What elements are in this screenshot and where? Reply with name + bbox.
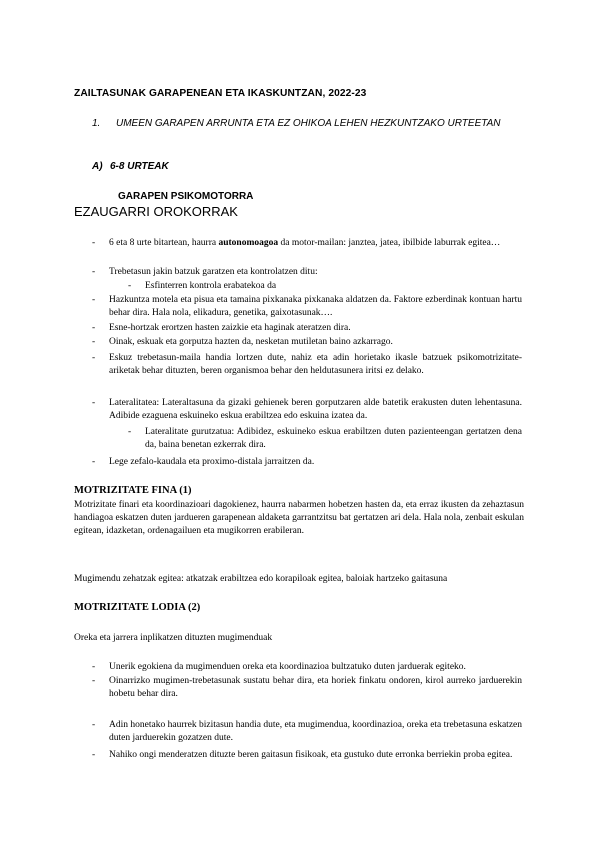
motrizitate-fina-paragraph: Motrizitate finari eta koordinazioari dagokienez, haurra nabarmen hobetzen hasten da, eta erraz ikusten da zehaztasun handiagoa eskatzen duten jardueren garapenean aldaketa garrantzitsu bat gertatzen ari dela. Hala nola, zenbait eskulan egitean, idazketan, ordenagailuen eta mugikorren erabileran. [74, 500, 524, 536]
section-1-text: UMEEN GARAPEN ARRUNTA ETA EZ OHIKOA LEHEN HEZKUNTZAKO URTEETAN [116, 118, 501, 129]
section-a-letter: A) [92, 161, 103, 172]
ezaugarri-orokorrak-heading: EZAUGARRI OROKORRAK [74, 204, 238, 219]
mugimendu-zehatzak-paragraph: Mugimendu zehatzak egitea: atkatzak erabiltzea edo korapiloak egitea, baloiak hartzeko gaitasuna [74, 574, 448, 584]
motrizitate-lodia-intro: Oreka eta jarrera inplikatzen dituzten mugimenduak [74, 633, 273, 643]
bold-autonomoagoa: autonomoagoa [218, 238, 279, 248]
section-a-text: 6-8 URTEAK [110, 161, 169, 172]
garapen-psikomotorra-heading: GARAPEN PSIKOMOTORRA [118, 191, 254, 202]
section-1-number: 1. [92, 118, 101, 129]
motrizitate-lodia-heading: MOTRIZITATE LODIA (2) [74, 602, 201, 613]
document-page: ZAILTASUNAK GARAPENEAN ETA IKASKUNTZAN, 2022-23 1. UMEEN GARAPEN ARRUNTA ETA EZ OHIKOA LEHEN HEZKUNTZAKO URTEETAN A) 6-8 URTEAK GARAPEN PSIKOMOTORRA EZAUGARRI OROKORRAK - 6 eta 8 urte bitartean, haurra autonomoagoa da motor-mailan: janztea, jatea, ibilbide laburrak egitea… - Trebetasun jakin batzuk garatzen eta kontrolatzen ditu: - Esfinterren kontrola erabatekoa da - Hazkuntza motela eta pisua eta tamaina pixkanaka pixkanaka aldatzen da. Faktore ezberdinak kontuan hartu behar dira. Hala nola, elikadura, genetika, gaixotasunak…. - Esne-hortzak erortzen hasten zaizkie eta haginak ateratzen dira. - Oinak, eskuak eta gorputza hazten da, nesketan mutiletan baino azkarrago. - Eskuz trebetasun-maila handia lortzen dute, nahiz eta adin horietako ikasle batzuek psikomotrizitate-ariketak behar dituzten, beren organismoa behar den heldutasunera iritsi ez delako. - Lateralitatea: Lateraltasuna da gizaki gehienek beren gorputzaren alde batetik erakusten duten lehentasuna. Adibide ezaguena eskuineko eskua erabiltzea edo eskuina izatea da. - Lateralitate gurutzatua: Adibidez, eskuineko eskua erabiltzen duten pazienteengan gertatzen dena da, baina benetan ezkerrak dira. - Lege zefalo-kaudala eta proximo-distala jarraitzen da. MOTRIZITATE FINA (1) Motrizitate finari eta koordinazioari dagokienez, haurra nabarmen hobetzen hasten da, eta erraz ikusten da zehaztasun handiagoa eskatzen duten jardueren garapenean aldaketa garrantzitsu bat gertatzen ari dela. Hala nola, zenbait eskulan egitean, idazketan, ordenagailuen eta mugikorren erabileran. Mugimendu zehatzak egitea: atkatzak erabiltzea edo korapiloak egitea, baloiak hartzeko gaitasuna MOTRIZITATE LODIA (2) Oreka eta jarrera inplikatzen dituzten mugimenduak - Unerik egokiena da mugimenduen oreka eta koordinazioa bultzatuko duten jarduerak egiteko. - Oinarrizko mugimen-trebetasunak sustatu behar dira, eta horiek finkatu ondoren, kirol aurreko jarduerekin hobetu behar dira. - Adin honetako haurrek bizitasun handia dute, eta mugimendua, koordinazioa, oreka eta trebetasuna eskatzen duten jarduerekin gozatzen dute. - Nahiko ongi menderatzen dituzte beren gaitasun fisikoak, eta gustuko dute erronka berriekin proba egitea. [74, 88, 524, 760]
document-title: ZAILTASUNAK GARAPENEAN ETA IKASKUNTZAN, 2022-23 [74, 88, 367, 99]
section-a-heading [92, 161, 169, 172]
motrizitate-fina-heading: MOTRIZITATE FINA (1) [74, 485, 192, 496]
